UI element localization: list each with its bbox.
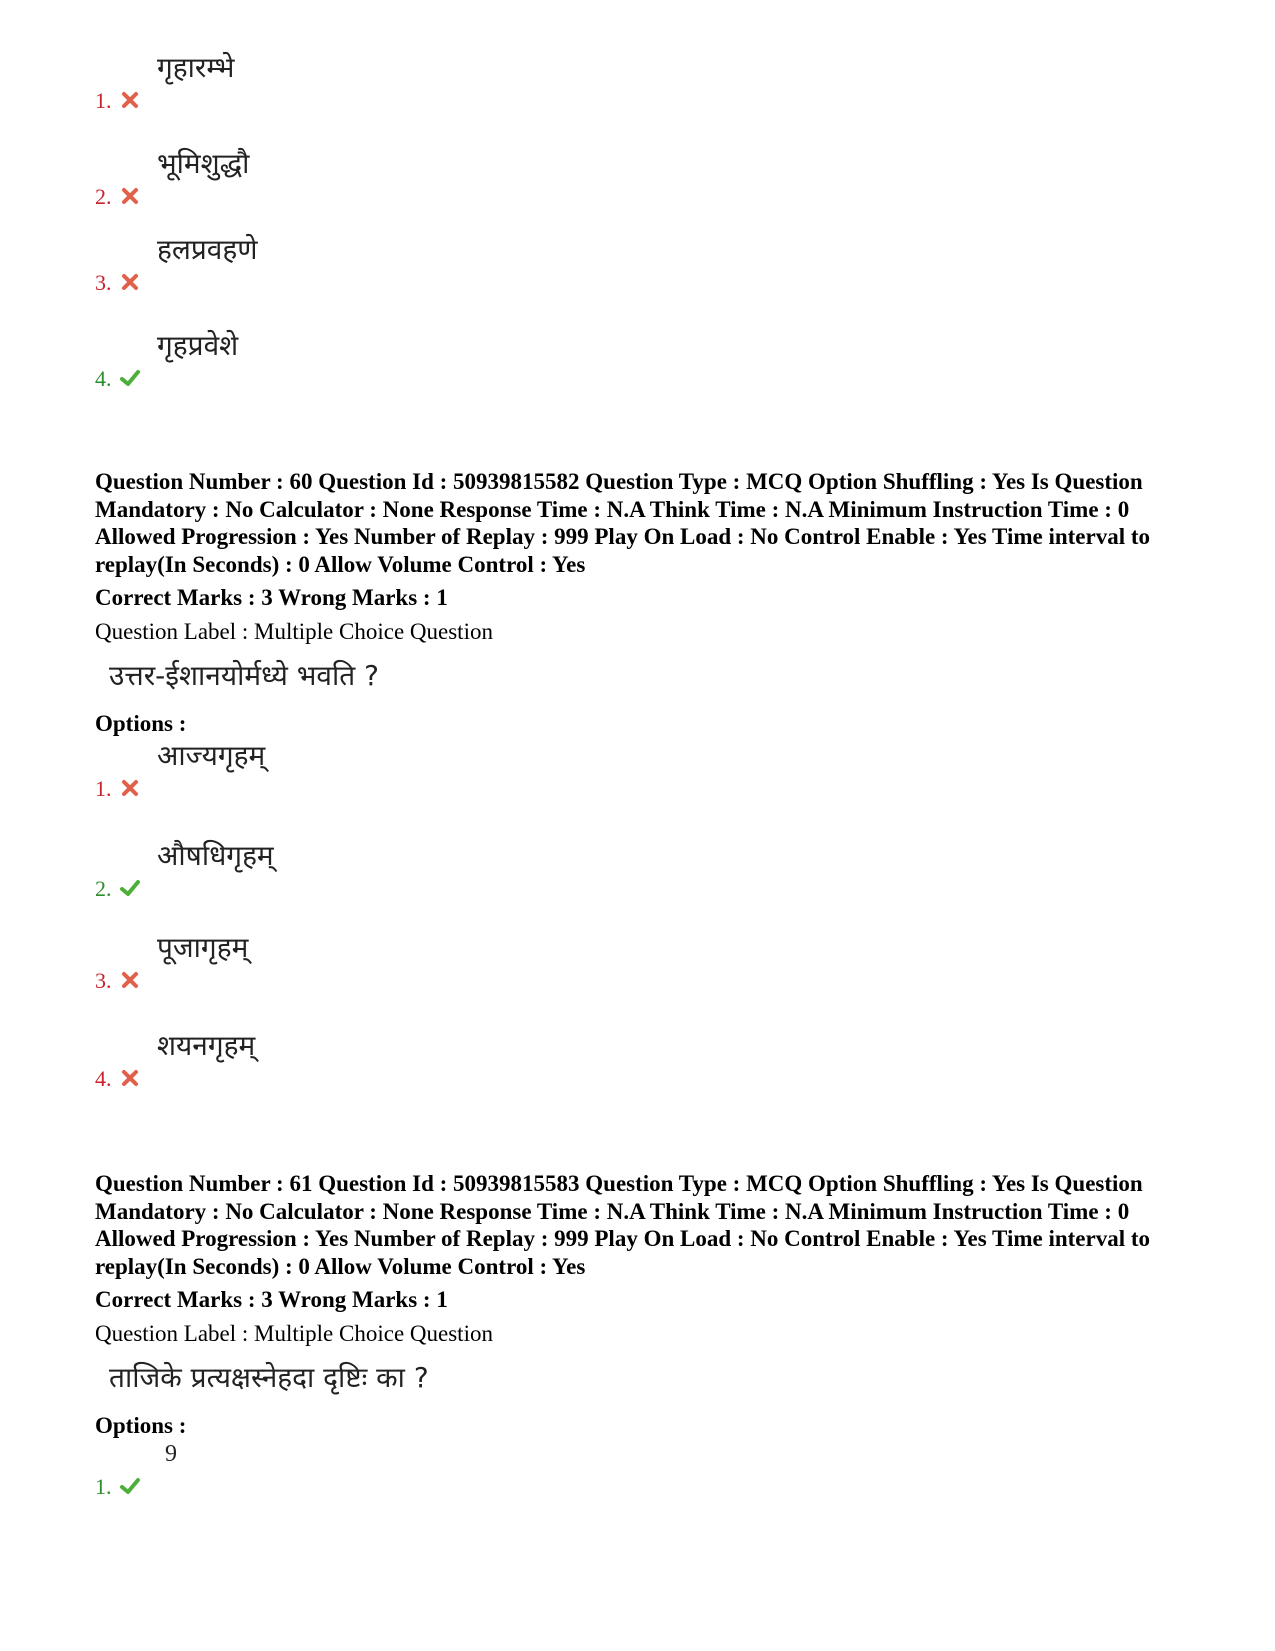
option-text: गृहप्रवेशे: [157, 329, 239, 362]
question-60: [95, 468, 1185, 738]
options-heading: Options :: [95, 1413, 187, 1438]
option-number: 1.: [95, 1474, 112, 1499]
check-icon: [120, 368, 140, 388]
cross-icon: [120, 778, 140, 798]
option-2: [95, 148, 495, 208]
cross-icon: [120, 970, 140, 990]
option-text: आज्यगृहम्: [157, 739, 266, 772]
option-4: [95, 1030, 495, 1090]
options-heading: Options :: [95, 711, 187, 736]
question-meta: Question Number : 60 Question Id : 50939815582 Question Type : MCQ Option Shuffling : Yes Is Question Mandatory : No Calculator : None Response Time : N.A Think Time : N.A Minimum Instruction Time : 0 Allowed Progression : Yes Number of Replay : 999 Play On Load : No Control Enable : Yes Time interval to replay(In Seconds) : 0 Allow Volume Control : Yes: [95, 469, 1151, 577]
question-text: उत्तर-ईशानयोर्मध्ये भवति ?: [109, 659, 379, 692]
question-label: Question Label : Multiple Choice Question: [95, 1321, 493, 1346]
question-meta: Question Number : 61 Question Id : 50939815583 Question Type : MCQ Option Shuffling : Yes Is Question Mandatory : No Calculator : None Response Time : N.A Think Time : N.A Minimum Instruction Time : 0 Allowed Progression : Yes Number of Replay : 999 Play On Load : No Control Enable : Yes Time interval to replay(In Seconds) : 0 Allow Volume Control : Yes: [95, 1171, 1151, 1279]
option-number: 4.: [95, 1066, 112, 1091]
option-1: [95, 52, 495, 112]
option-1: [95, 740, 495, 800]
cross-icon: [120, 272, 140, 292]
question-text: ताजिके प्रत्यक्षस्नेहदा दृष्टिः का ?: [109, 1361, 429, 1394]
option-text: भूमिशुद्धौ: [157, 147, 250, 180]
option-number: 2.: [95, 184, 112, 209]
option-text: हलप्रवहणे: [157, 233, 258, 266]
option-text: गृहारम्भे: [157, 51, 235, 84]
cross-icon: [120, 186, 140, 206]
option-number: 4.: [95, 366, 112, 391]
question-marks: Correct Marks : 3 Wrong Marks : 1: [95, 1287, 448, 1312]
option-text: शयनगृहम्: [157, 1029, 256, 1062]
option-3: [95, 234, 495, 294]
option-1: [95, 1438, 495, 1498]
question-label: Question Label : Multiple Choice Question: [95, 619, 493, 644]
option-text: पूजागृहम्: [157, 931, 249, 964]
option-3: [95, 932, 495, 992]
option-number: 1.: [95, 776, 112, 801]
option-4: [95, 330, 495, 390]
option-text: औषधिगृहम्: [157, 839, 274, 872]
option-text: 9: [165, 1441, 177, 1467]
option-number: 1.: [95, 88, 112, 113]
check-icon: [120, 1476, 140, 1496]
question-61: [95, 1170, 1185, 1440]
check-icon: [120, 878, 140, 898]
option-2: [95, 840, 495, 900]
cross-icon: [120, 1068, 140, 1088]
question-marks: Correct Marks : 3 Wrong Marks : 1: [95, 585, 448, 610]
option-number: 3.: [95, 270, 112, 295]
option-number: 2.: [95, 876, 112, 901]
option-number: 3.: [95, 968, 112, 993]
cross-icon: [120, 90, 140, 110]
